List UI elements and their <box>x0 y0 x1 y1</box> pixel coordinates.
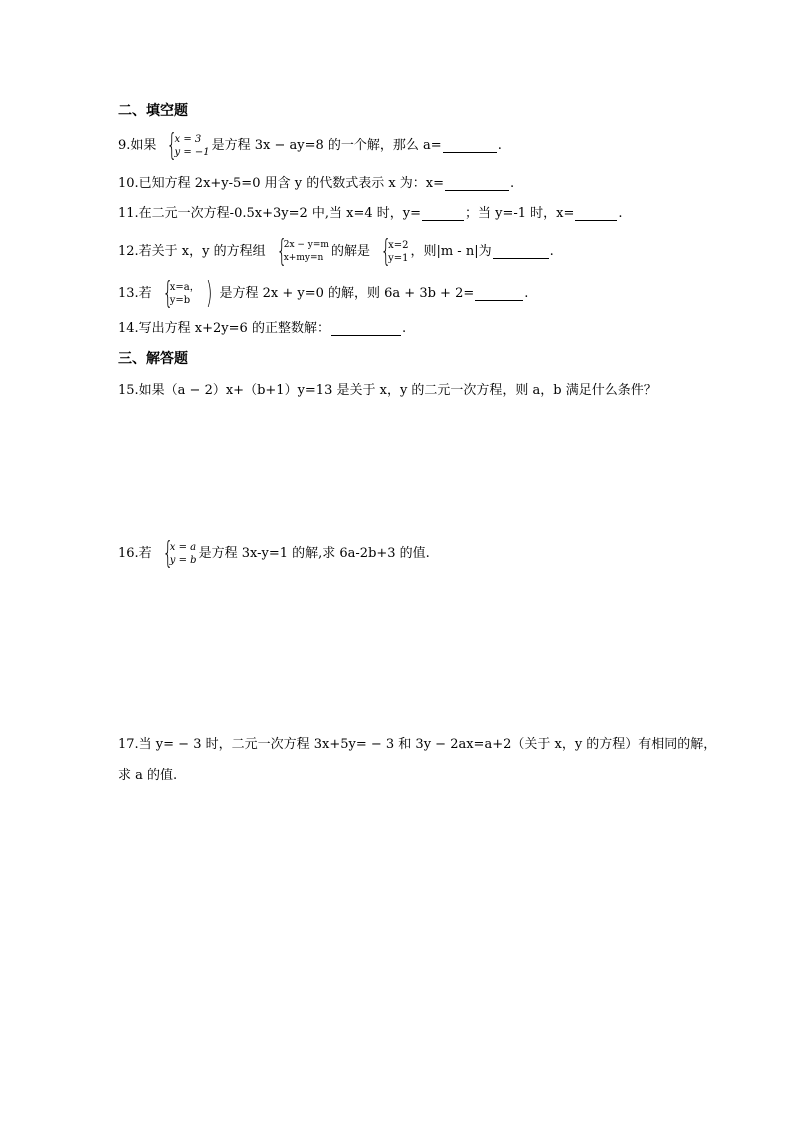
question-9 <box>118 128 502 163</box>
q9-text: 是方程 3x − ay=8 的一个解，那么 a= <box>211 138 442 153</box>
question-16 <box>118 536 430 571</box>
q10-text: 10.已知方程 2x+y-5=0 用含 y 的代数式表示 x 为：x= <box>118 176 445 191</box>
q12-solution-row-2: y=1 <box>388 253 409 264</box>
q11-answer-blank-x[interactable] <box>575 208 617 221</box>
q10-answer-blank[interactable] <box>445 178 509 191</box>
left-brace-icon: { <box>166 128 178 163</box>
q9-equation-system <box>158 128 210 163</box>
q14-answer-blank[interactable] <box>331 323 401 336</box>
left-brace-icon: { <box>380 234 392 269</box>
q10-end: . <box>510 176 515 191</box>
q15-text: 15.如果（a − 2）x+（b+1）y=13 是关于 x，y 的二元一次方程，则 a，b 满足什么条件？ <box>118 383 657 398</box>
q9-prefix: 9.如果 <box>118 138 157 153</box>
q9-end: . <box>497 138 502 153</box>
section-title-fill-in: 二、填空题 <box>118 103 188 119</box>
q16-equation-system <box>154 536 197 571</box>
left-brace-icon: { <box>276 234 287 269</box>
q13-prefix: 13.若 <box>118 286 152 301</box>
q9-system-row-2: y = −1 <box>174 147 210 158</box>
q12-mid-text: 的解是 <box>330 244 370 259</box>
q14-end: . <box>401 321 407 336</box>
right-brace-icon: ) <box>205 276 213 311</box>
q13-text: 是方程 2x + y=0 的解，则 6a + 3b + 2= <box>219 286 475 301</box>
q16-prefix: 16.若 <box>118 546 152 561</box>
q13-answer-blank[interactable] <box>475 288 523 301</box>
q17-text-line-2: 求 a 的值. <box>118 768 178 783</box>
q12-solution-row-1: x=2 <box>388 240 409 251</box>
q12-equation-system <box>268 234 329 269</box>
q17-text-line-1: 17.当 y= − 3 时，二元一次方程 3x+5y= − 3 和 3y − 2ax=a+2（关于 x，y 的方程）有相同的解， <box>118 737 717 752</box>
q13-system-row-1: x=a， <box>169 282 200 293</box>
q12-end: . <box>549 244 554 259</box>
q16-system-row-1: x = a <box>169 542 197 553</box>
q11-mid-text: ；当 y=-1 时，x= <box>465 206 575 221</box>
left-brace-icon: { <box>162 536 173 571</box>
question-17-line-2 <box>118 767 177 785</box>
q11-end: . <box>618 206 623 221</box>
q12-answer-blank[interactable] <box>493 246 549 259</box>
question-10 <box>118 175 514 193</box>
q13-end: . <box>524 286 529 301</box>
q12-text: ，则|m - n|为 <box>410 244 492 259</box>
q11-text: 11.在二元一次方程-0.5x+3y=2 中,当 x=4 时，y= <box>118 206 422 221</box>
q13-equation-system <box>154 276 218 311</box>
question-11 <box>118 205 623 223</box>
q12-prefix: 12.若关于 x，y 的方程组 <box>118 244 266 259</box>
section-title-answer: 三、解答题 <box>118 351 188 367</box>
question-14 <box>118 320 406 338</box>
question-17-line-1 <box>118 736 716 754</box>
left-brace-icon: { <box>162 276 173 311</box>
q14-text: 14.写出方程 x+2y=6 的正整数解： <box>118 321 330 336</box>
q16-system-row-2: y = b <box>169 555 197 566</box>
q12-system-row-1: 2x − y=m <box>283 240 329 250</box>
question-12 <box>118 234 554 269</box>
q12-solution-system <box>372 234 409 269</box>
q11-answer-blank-y[interactable] <box>422 208 464 221</box>
q9-system-row-1: x = 3 <box>174 134 202 145</box>
q16-text: 是方程 3x-y=1 的解,求 6a-2b+3 的值. <box>198 546 430 561</box>
question-15 <box>118 382 657 400</box>
question-13 <box>118 276 529 311</box>
q12-system-row-2: x+my=n <box>283 253 324 263</box>
q9-answer-blank[interactable] <box>443 140 497 153</box>
q13-system-row-2: y=b <box>169 295 191 306</box>
